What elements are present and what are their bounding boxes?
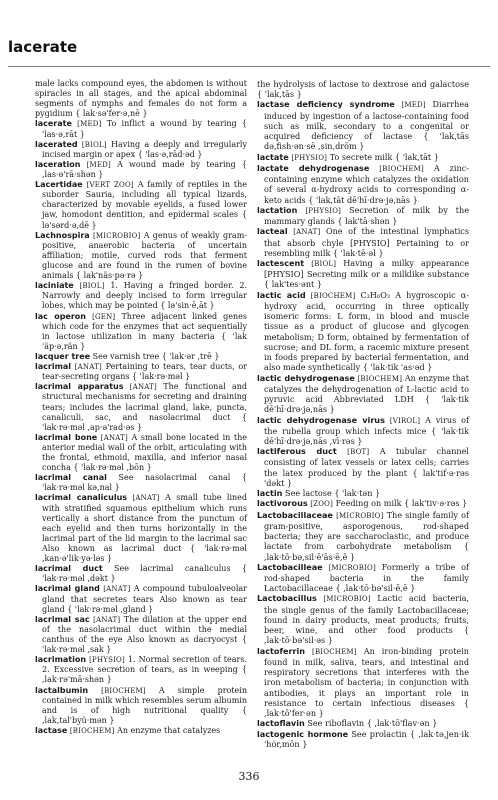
dictionary-entry: [35, 473, 247, 493]
entry-headword: Lacertidae: [35, 180, 83, 190]
dictionary-entry: [35, 352, 247, 362]
dictionary-entry: [35, 140, 247, 160]
right-column: [257, 79, 469, 749]
dictionary-entry: [35, 584, 247, 614]
entry-subject-label: [BOT]: [347, 448, 370, 457]
entry-subject-label: [BIOCHEM]: [379, 164, 424, 173]
dictionary-entry: [35, 281, 247, 311]
entry-definition: A simple protein contained in milk which resembles serum albumin and is of high nutritional quality { ,lak,tal'byü·mən }: [42, 685, 247, 725]
entry-headword: lactalbumin: [35, 685, 89, 695]
entry-definition: A small tube lined with stratified squamous epithelium which runs vertically a short distance from the punctum of each eyelid and then turns horizontally in the lacrimal part of the lid margin to the lacrimal sac Also known as lacrimal duct { 'lak·rə·məl ,kan·ə'lik·yə·ləs }: [42, 493, 248, 564]
entry-headword: lacrimal gland: [35, 584, 100, 594]
entry-definition: A tubular channel consisting of latex vessels or latex cells; carries the latex produced by the plant { lak'tif·ə·rəs 'dəkt }: [264, 446, 469, 488]
left-column: [35, 79, 247, 736]
entry-headword: lac operon: [35, 311, 86, 321]
entry-headword: lacrimal canal: [35, 473, 107, 483]
entry-definition: An iron-binding protein found in milk, saliva, tears, and intestinal and respiratory secretions that interferes with the iron metabolism of bacteria; in conjunction with antibodies, it plays an important role in resistance to certain infectious diseases { ,lak·tō'fer·ən }: [264, 645, 470, 719]
entry-headword: lacrimal: [35, 362, 72, 372]
entry-headword: lactic dehydrogenase virus: [257, 414, 385, 425]
entry-definition: male lacks compound eyes, the abdomen is without spiracles in all stages, and the apical abdominal segments of nymphs and females do not form a pygidium { lak·sə'fer·ə,nē }: [35, 79, 247, 119]
entry-subject-label: [MED]: [401, 101, 426, 110]
entry-subject-label: [ANAT]: [100, 433, 128, 442]
dictionary-entry: [257, 258, 469, 290]
dictionary-entry: [257, 373, 469, 415]
entry-definition: Three adjacent linked genes which code for the enzymes that act sequentially in lactose utilization in many bacteria { 'lak 'äp·ə,rän }: [42, 311, 248, 351]
entry-headword: lacrimal canaliculus: [35, 493, 128, 503]
entry-headword: lacrimal duct: [35, 564, 103, 574]
page-number: 336: [238, 770, 260, 783]
entry-headword: lacquer tree: [35, 351, 91, 361]
entry-headword: lacrimal sac: [35, 614, 90, 624]
dictionary-entry: [257, 163, 469, 205]
dictionary-entry: [257, 593, 469, 645]
entry-subject-label: [BIOCHEM]: [310, 291, 356, 300]
entry-headword: Lactobacillus: [257, 593, 317, 604]
entry-headword: lacerated: [35, 139, 78, 149]
dictionary-entry: [257, 498, 469, 509]
entry-subject-label: [ZOO]: [310, 500, 334, 509]
dictionary-entry: [257, 646, 469, 719]
dictionary-entry: [35, 493, 247, 564]
entry-definition: Diarrhea induced by ingestion of a lactose-containing food such as milk, secondary to a congenital or acquired deficiency of lactase { 'lak,tās də,fish·ən·sē ,sin,drōm }: [264, 99, 469, 152]
entry-definition: the hydrolysis of lactose to dextrose and galactose { 'lak,tās }: [257, 79, 469, 100]
dictionary-entry: [35, 726, 247, 736]
dictionary-entry: [35, 180, 247, 231]
entry-definition: The dilation at the upper end of the nasolacrimal duct within the medial canthus of the eye Also known as dacryocyst { 'lak·rə·məl ,sak }: [42, 614, 247, 655]
running-head: lacerate: [8, 38, 78, 56]
entry-definition: Formerly a tribe of rod-shaped bacteria in the family Lactobacillaceae { ,lak·tō·bə'sil·ē,ē }: [264, 561, 469, 594]
entry-headword: lactase: [35, 726, 68, 735]
entry-definition: 1. Normal secretion of tears. 2. Excessive secretion of tears, as in weeping { ,lak·rə'mā·shən }: [42, 655, 247, 685]
dictionary-entry: [257, 510, 469, 562]
entry-subject-label: [BIOCHEM]: [101, 686, 146, 695]
dictionary-entry: [257, 488, 469, 498]
entry-headword: lactase deficiency syndrome: [257, 99, 395, 110]
dictionary-entry: [257, 562, 469, 594]
entry-definition: Pertaining to tears, tear ducts, or tear-secreting organs { 'lak·rə·məl }: [42, 362, 248, 382]
entry-headword: lactin: [257, 488, 283, 499]
entry-subject-label: [MICROBIO]: [93, 231, 141, 240]
dictionary-entry: [257, 290, 469, 373]
dictionary-entry: [35, 686, 247, 726]
entry-definition: A virus of the rubella group which infects mice { 'lak·tik dē'hī·drə·jə,nās ,vī·rəs }: [264, 414, 470, 446]
entry-headword: lacrimal apparatus: [35, 382, 124, 392]
header-rule: [8, 66, 490, 67]
entry-subject-label: [BIOCHEM]: [312, 647, 357, 656]
entry-subject-label: [BIOCHEM]: [357, 374, 403, 383]
entry-subject-label: [MICROBIO]: [328, 563, 376, 572]
dictionary-entry: [257, 446, 469, 488]
entry-headword: lacrimal bone: [35, 432, 98, 442]
entry-subject-label: [MED]: [77, 120, 102, 129]
entry-subject-label: [VERT ZOO]: [86, 181, 134, 190]
entry-headword: lactiferous duct: [257, 446, 337, 457]
entry-definition: Having a deeply and irregularly incised margin or apex { 'las·ə,rād·əd }: [42, 139, 248, 159]
entry-definition: See lactose { 'lak·tən }: [285, 488, 381, 499]
entry-headword: lactic dehydrogenase: [257, 372, 355, 383]
entry-definition: See varnish tree { 'lak·ər ,trē }: [92, 351, 220, 361]
entry-definition: A zinc-containing enzyme which catalyzes the oxidation of several α-hydroxy acids to corresponding α-keto acids { 'lak,tāt dē'hī·drə·jə,nās }: [264, 162, 469, 205]
entry-headword: lacerate: [35, 119, 72, 129]
entry-subject-label: [PHYSIO]: [305, 206, 342, 215]
entry-definition: See prolactin { ,lak·tə,jen·ik 'hȯr,mōn }: [264, 728, 469, 749]
entry-definition: See lacrimal canaliculus { 'lak·rə·məl ,dəkt }: [42, 564, 248, 584]
dictionary-entry: [257, 729, 469, 749]
entry-definition: Feeding on milk { lak'tiv·ə·rəs }: [335, 498, 468, 509]
dictionary-entry: [35, 79, 247, 119]
entry-subject-label: [MED]: [86, 160, 111, 169]
entry-definition: Lactic acid bacteria, the single genus of the family Lactobacillaceae; found in dairy products, meat products, fruits, beer, wine, and other food products { ,lak·tō·bə'sil·əs }: [264, 593, 470, 646]
entry-headword: lactation: [257, 204, 298, 215]
entry-definition: The functional and structural mechanisms for secreting and draining tears; includes the lacrimal gland, lake, puncta, canaliculi, sac, and nasolacrimal duct { 'lak·rə·məl ,ap·ə'rad·əs }: [42, 382, 247, 432]
entry-definition: A family of reptiles in the suborder Sauria, including all typical lizards, characterized by movable eyelids, a fused lower jaw, homodont dentition, and epidermal scales { lə'sərd·ə,dē }: [42, 180, 247, 230]
entry-definition: A small bone located in the anterior medial wall of the orbit, articulating with the frontal, ethmoid, maxilla, and inferior nasal concha { 'lak·rə·məl ,bōn }: [42, 432, 247, 473]
dictionary-entry: [35, 312, 247, 352]
entry-headword: laciniate: [35, 281, 74, 291]
entry-definition: A wound made by tearing { ,las·ə'rā·shən }: [42, 159, 248, 179]
entry-headword: Lactobacillaceae: [257, 509, 333, 520]
entry-headword: lactate dehydrogenase: [257, 162, 370, 173]
entry-headword: lactic acid: [257, 289, 306, 300]
entry-definition: To secrete milk { 'lak,tāt }: [329, 151, 439, 162]
entry-definition: C₃H₆O₃ A hygroscopic α-hydroxy acid, occurring in three optically isomeric forms: L form, in blood and muscle tissue as a product of glucose and glycogen metabolism; D form, obtained by fermentation of sucrose; and DL form, a racemic mixture present in foods prepared by bacterial fermentation, and also made synthetically { 'lak·tik 'as·əd }: [264, 289, 469, 373]
dictionary-entry: [257, 205, 469, 226]
entry-headword: lactivorous: [257, 498, 308, 509]
entry-subject-label: [ANAT]: [74, 363, 102, 372]
entry-subject-label: [ANAT]: [132, 494, 160, 503]
entry-definition: The single family of gram-positive, asporogenous, rod-shaped bacteria; they are saccharoclastic, and produce lactate from carbohydrate metabolism { ,lak·tō·bə,sil·ē'ās·ē,ē }: [264, 509, 469, 562]
dictionary-entry: [35, 564, 247, 584]
dictionary-entry: [35, 433, 247, 473]
entry-headword: lactogenic hormone: [257, 728, 349, 739]
entry-headword: lactoflavin: [257, 718, 305, 729]
entry-subject-label: [ANAT]: [129, 383, 157, 392]
entry-subject-label: [GEN]: [92, 312, 116, 321]
entry-headword: lactescent: [257, 257, 305, 268]
dictionary-entry: [257, 79, 469, 99]
entry-subject-label: [ANAT]: [293, 228, 321, 237]
entry-definition: See riboflavin { ,lak·tō'flav·ən }: [307, 718, 438, 729]
dictionary-entry: [35, 362, 247, 382]
entry-definition: An enzyme that catalyzes the dehydrogenation of L-lactic acid to pyruvic acid Abbreviated LDH { 'lak·tik dē'hī·drə·jə,nās }: [264, 372, 470, 415]
entry-subject-label: [BIOL]: [79, 282, 105, 291]
entry-subject-label: [PHYSIO]: [291, 153, 328, 162]
entry-definition: See nasolacrimal canal { 'lak·rə·məl kə,nal }: [42, 473, 248, 493]
entry-subject-label: [MICROBIO]: [336, 511, 384, 520]
entry-headword: laceration: [35, 159, 81, 169]
entry-headword: lactoferrin: [257, 645, 305, 656]
entry-definition: One of the intestinal lymphatics that absorb chyle [PHYSIO] Pertaining to or resembling milk { 'lak·tē·əl }: [264, 226, 469, 258]
entry-definition: Having a milky appearance [PHYSIO] Secreting milk or a milklike substance { lak'tes·ənt }: [264, 257, 470, 290]
dictionary-entry: [35, 655, 247, 685]
dictionary-entry: [35, 119, 247, 139]
entry-definition: An enzyme that catalyzes: [117, 726, 221, 735]
entry-definition: Secretion of milk by the mammary glands { lak'tā·shən }: [264, 204, 469, 227]
entry-subject-label: [MICROBIO]: [323, 595, 371, 604]
entry-headword: lacteal: [257, 226, 288, 237]
entry-definition: 1. Having a fringed border. 2. Narrowly and deeply incised to form irregular lobes, which may be pointed { lə'sin·ē,āt }: [42, 281, 248, 311]
dictionary-entry: [35, 615, 247, 655]
entry-subject-label: [BIOL]: [81, 140, 107, 149]
entry-subject-label: [BIOCHEM]: [69, 727, 115, 735]
dictionary-entry: [257, 99, 469, 151]
entry-subject-label: [PHYSIO]: [89, 656, 125, 665]
entry-headword: Lachnospira: [35, 230, 90, 240]
dictionary-entry: [35, 231, 247, 282]
entry-headword: Lactobacilleae: [257, 561, 323, 572]
entry-headword: lacrimation: [35, 655, 87, 665]
dictionary-entry: [35, 382, 247, 433]
dictionary-entry: [257, 226, 469, 258]
entry-subject-label: [VIROL]: [389, 416, 421, 425]
dictionary-entry: [257, 152, 469, 163]
entry-definition: A genus of weakly gram-positive, anaerobic bacteria of uncertain affiliation; motile, curved rods that ferment glucose and are found in the rumen of bovine animals { lak'näs·pə·rə }: [42, 230, 247, 281]
dictionary-entry: [35, 160, 247, 180]
entry-subject-label: [ANAT]: [93, 615, 121, 624]
entry-subject-label: [BIOL]: [311, 259, 337, 268]
entry-headword: lactate: [257, 151, 289, 162]
entry-definition: To inflict a wound by tearing { 'las·ə,rāt }: [42, 119, 248, 139]
dictionary-entry: [257, 415, 469, 447]
entry-subject-label: [ANAT]: [103, 585, 131, 594]
dictionary-entry: [257, 718, 469, 728]
entry-definition: A compound tubuloalveolar gland that secretes tears Also known as tear gland { 'lak·rə·məl ,gland }: [42, 584, 247, 614]
